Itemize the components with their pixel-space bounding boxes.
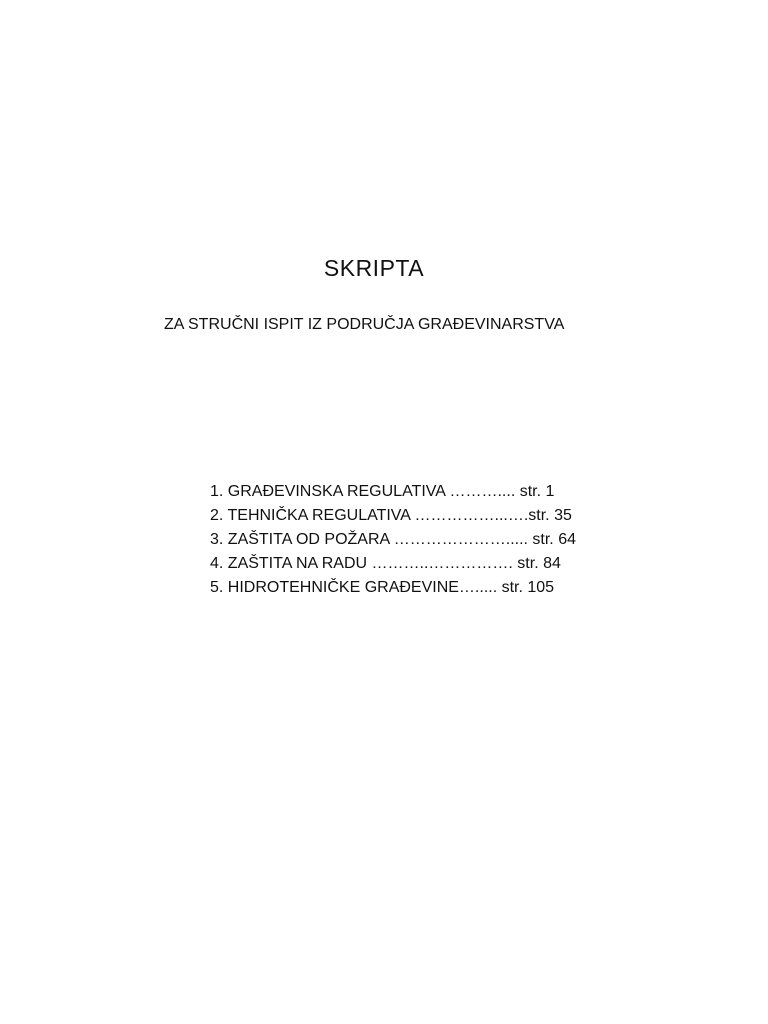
table-of-contents (210, 480, 576, 600)
toc-item-3: 3. ZAŠTITA OD POŽARA …………………..... str. 64 (210, 531, 576, 548)
toc-item-2: 2. TEHNIČKA REGULATIVA ……………...….str. 35 (210, 507, 572, 524)
toc-item-4: 4. ZAŠTITA NA RADU ………..……………. str. 84 (210, 555, 561, 572)
document-subtitle: ZA STRUČNI ISPIT IZ PODRUČJA GRAĐEVINARSTVA (164, 316, 565, 333)
toc-item-1: 1. GRAĐEVINSKA REGULATIVA ……….... str. 1 (210, 483, 555, 500)
document-title: SKRIPTA (323, 255, 425, 281)
toc-item-5: 5. HIDROTEHNIČKE GRAĐEVINE…..... str. 105 (210, 579, 555, 596)
